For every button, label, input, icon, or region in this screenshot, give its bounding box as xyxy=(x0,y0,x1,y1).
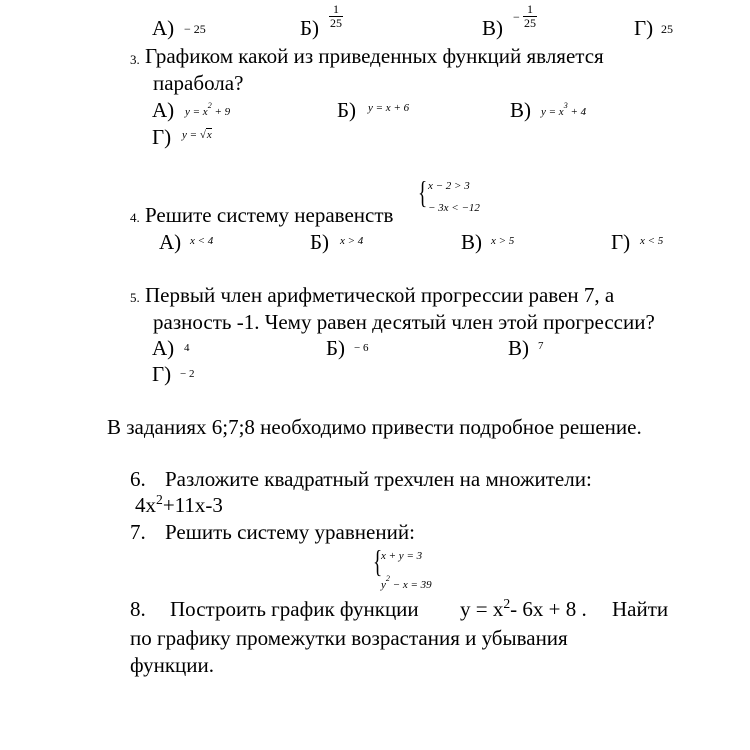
sqrt-sign: √ xyxy=(199,129,206,141)
q4-inequality-1: x − 2 > 3 xyxy=(428,180,470,192)
q8-text-a: Построить график функции xyxy=(170,597,419,621)
q2-v-denominator: 25 xyxy=(524,16,536,30)
q2-b-numerator: 1 xyxy=(329,3,343,17)
q4-number: 4. xyxy=(130,210,140,225)
q5-option-v-value: 7 xyxy=(538,340,544,352)
q2-option-g-label: Г) xyxy=(634,16,654,40)
equation-system-brace: { xyxy=(373,543,383,579)
q5-option-a-label: А) xyxy=(152,336,175,360)
q3-text-line2: парабола? xyxy=(153,71,244,95)
q2-option-v-label: В) xyxy=(482,16,503,40)
q5-option-g-value: − 2 xyxy=(180,368,195,380)
detailed-solution-note: В заданиях 6;7;8 необходимо привести подробное решение. xyxy=(107,415,642,439)
q5-text-line2: разность -1. Чему равен десятый член этой прогрессии? xyxy=(153,310,655,334)
q6-expression: $4x^2+11x-3$ xyxy=(135,492,223,517)
q5-number: 5. xyxy=(130,290,140,305)
q4-option-g-label: Г) xyxy=(611,230,631,254)
q3-option-v-value: $y = x^3 + 4$ xyxy=(541,101,587,118)
q2-v-sign: − xyxy=(513,10,520,24)
q4-option-b-value: x > 4 xyxy=(340,235,364,247)
q3-text-line1: Графиком какой из приведенных функций является xyxy=(145,44,604,68)
system-brace: { xyxy=(418,174,428,210)
q7-text: Решить систему уравнений: xyxy=(165,520,415,544)
q4-option-a-label: А) xyxy=(159,230,182,254)
q2-b-denominator: 25 xyxy=(330,16,342,30)
q7-equation-2: $y^2 - x = 39$ xyxy=(381,574,432,591)
q8-text-line3: функции. xyxy=(130,653,214,677)
q4-inequality-2: − 3x < −12 xyxy=(428,202,480,214)
q2-option-b-fraction xyxy=(329,3,343,30)
q3-option-g-value: y = √x xyxy=(182,129,212,141)
q5-option-g-label: Г) xyxy=(152,362,172,386)
q5-text-line1: Первый член арифметической прогрессии равен 7, а xyxy=(145,283,615,307)
q3-option-a-value: $y = x^2 + 9$ xyxy=(185,101,231,118)
q5-option-b-value: − 6 xyxy=(354,342,369,354)
q8-function: $y = x^2-$ 6x + 8 . xyxy=(460,596,587,621)
q3-option-g-label: Г) xyxy=(152,125,172,149)
q8-text-line2: по графику промежутки возрастания и убывания xyxy=(130,626,568,650)
q3-option-a-label: А) xyxy=(152,98,175,122)
q5-option-b-label: Б) xyxy=(326,336,346,360)
q8-number: 8. xyxy=(130,597,146,621)
q3-option-b-label: Б) xyxy=(337,98,357,122)
q3-number: 3. xyxy=(130,52,140,67)
q2-option-a-label: А) xyxy=(152,16,175,40)
q4-option-b-label: Б) xyxy=(310,230,330,254)
q3-option-b-value: y = x + 6 xyxy=(368,102,410,114)
q4-option-v-label: В) xyxy=(461,230,482,254)
q2-option-b-label: Б) xyxy=(300,16,320,40)
q6-text: Разложите квадратный трехчлен на множители: xyxy=(165,467,592,491)
q5-option-v-label: В) xyxy=(508,336,529,360)
q4-option-v-value: x > 5 xyxy=(491,235,515,247)
q2-option-a-value: − 25 xyxy=(184,22,206,36)
q2-option-v-fraction xyxy=(523,3,537,30)
q4-option-a-value: x < 4 xyxy=(190,235,214,247)
q6-number: 6. xyxy=(130,467,146,491)
q7-number: 7. xyxy=(130,520,146,544)
q2-option-g-value: 25 xyxy=(661,22,673,36)
q2-v-numerator: 1 xyxy=(523,3,537,17)
q8-text-b: Найти xyxy=(612,597,669,621)
q4-text: Решите систему неравенств xyxy=(145,203,394,227)
q3-option-v-label: В) xyxy=(510,98,531,122)
q5-option-a-value: 4 xyxy=(184,342,190,354)
q4-option-g-value: x < 5 xyxy=(640,235,664,247)
q7-equation-1: x + y = 3 xyxy=(381,550,423,562)
